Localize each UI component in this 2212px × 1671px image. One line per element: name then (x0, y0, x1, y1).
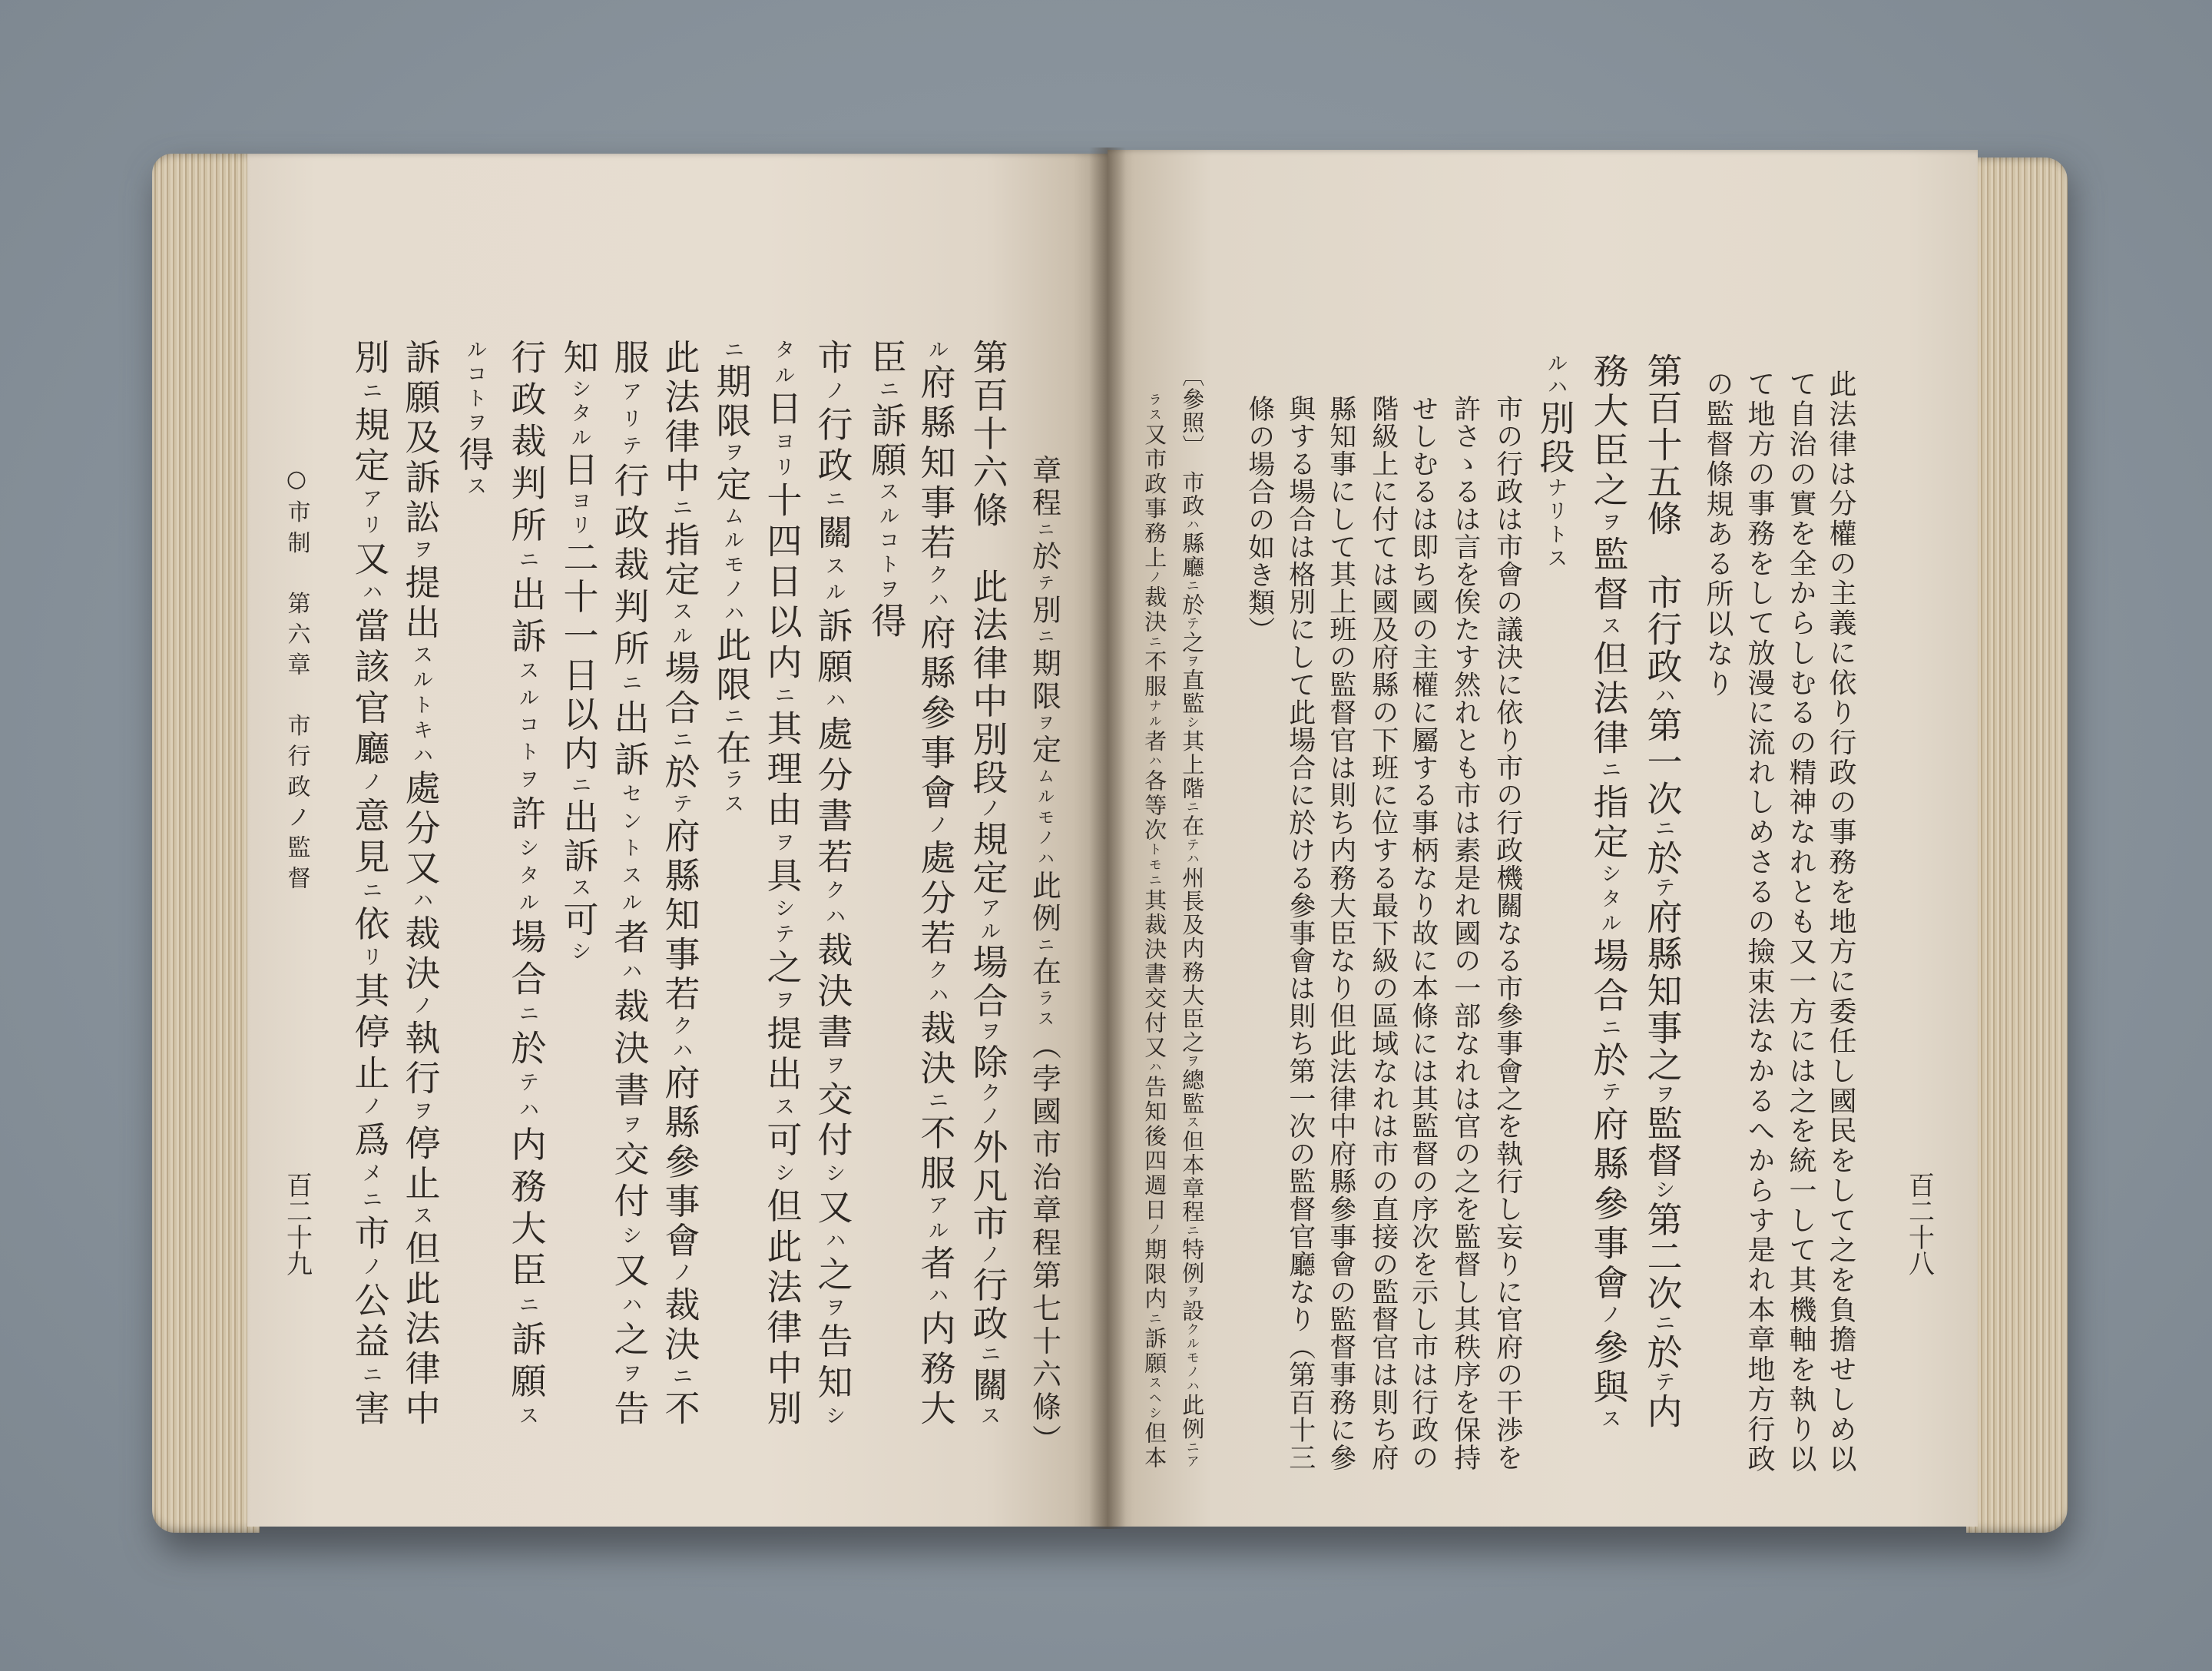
katakana-glyph: ヲ (1184, 1054, 1200, 1069)
katakana-glyph: ル (1035, 787, 1055, 809)
katakana-glyph: ス (1147, 407, 1163, 423)
katakana-glyph: ニ (1597, 758, 1621, 784)
katakana-glyph: テ (1184, 616, 1200, 631)
katakana-glyph: ヲ (1035, 713, 1055, 734)
katakana-glyph: シ (1184, 715, 1200, 730)
katakana-glyph: ヲ (409, 1099, 433, 1126)
katakana-glyph: ニ (515, 1002, 539, 1030)
katakana-glyph: ル (462, 339, 487, 363)
page-number: 百二十八 (1903, 1172, 1935, 1276)
katakana-glyph: ス (1035, 1010, 1055, 1031)
katakana-glyph: キ (409, 719, 433, 744)
katakana-glyph: メ (358, 1162, 382, 1189)
katakana-glyph: ニ (358, 1189, 382, 1215)
katakana-glyph: ハ (409, 744, 433, 770)
article-116-line: 行政裁判所ニ出訴スルコトヲ許シタル場合ニ於テハ内務大臣ニ訴願ス (505, 339, 548, 1425)
katakana-glyph: モ (720, 553, 744, 579)
katakana-glyph: ク (1184, 1322, 1200, 1337)
article-116-line: ニ期限ヲ定ムルモノハ此限ニ在ラス (710, 339, 753, 817)
intro-line: て自治の實を全からしむるの精神なれとも又一方には之を統一して其機軸を執り以 (1785, 370, 1816, 1472)
katakana-glyph: ニ (358, 380, 382, 406)
katakana-glyph: ル (875, 505, 899, 530)
katakana-glyph: ト (1543, 523, 1568, 548)
katakana-glyph: テ (1184, 837, 1200, 852)
article-116-line: 別ニ規定アリ又ハ當該官廳ノ意見ニ依リ其停止ノ爲メニ市ノ公益ニ害 (349, 339, 391, 1425)
katakana-glyph: ル (924, 339, 949, 364)
katakana-glyph: ヲ (875, 578, 899, 603)
katakana-glyph: ノ (358, 1095, 382, 1122)
katakana-glyph: ニ (924, 1089, 949, 1115)
katakana-glyph: ノ (1147, 1222, 1163, 1238)
katakana-glyph: ニ (1035, 520, 1055, 542)
commentary-line: 縣知事にして其上班の監督官は則ち内務大臣なり但此法律中府縣參事會の監督事務に參 (1325, 395, 1356, 1470)
katakana-glyph: ハ (821, 689, 846, 716)
katakana-glyph: ノ (976, 1243, 1001, 1267)
katakana-glyph: ニ (1184, 800, 1200, 814)
katakana-glyph: ハ (1651, 685, 1675, 708)
article-115-line: 第百十五條 市行政ハ第一次ニ於テ府縣知事之ヲ監督シ第二次ニ於テ内 (1641, 353, 1684, 1428)
katakana-glyph: テ (1651, 1371, 1675, 1394)
katakana-glyph: ス (668, 600, 693, 625)
katakana-glyph: ニ (358, 879, 382, 906)
katakana-glyph: ト (515, 741, 539, 768)
katakana-glyph: ノ (720, 578, 744, 603)
katakana-glyph: ス (1597, 1407, 1621, 1428)
katakana-glyph: リ (358, 946, 382, 973)
katakana-glyph: ル (976, 920, 1001, 944)
katakana-glyph: リ (358, 514, 382, 541)
right-fore-edge (1966, 157, 2068, 1533)
continued-note-line: 章程ニ於テ別ニ期限ヲ定ムルモノハ此例ニ在ラス（孛國市治章程第七十六條） (1027, 455, 1061, 1454)
katakana-glyph: ニ (668, 1364, 693, 1391)
katakana-glyph: ノ (358, 1255, 382, 1282)
katakana-glyph: ル (515, 891, 539, 919)
katakana-glyph: ニ (1035, 627, 1055, 648)
katakana-glyph: ノ (924, 814, 949, 840)
katakana-glyph: テ (618, 435, 642, 463)
article-116-line: 訴願及訴訟ヲ提出スルトキハ處分又ハ裁決ノ執行ヲ停止ス但此法律中 (399, 339, 442, 1425)
katakana-glyph: ニ (1147, 635, 1163, 650)
katakana-glyph: ハ (1035, 849, 1055, 870)
katakana-glyph: ア (358, 488, 382, 515)
katakana-glyph: ハ (720, 602, 744, 627)
article-115-line: 務大臣之ヲ監督ス但法律ニ指定シタル場合ニ於テ府縣參事會ノ參與ス (1588, 353, 1630, 1428)
katakana-glyph: ル (1597, 912, 1621, 937)
katakana-glyph: ヲ (462, 412, 487, 436)
katakana-glyph: ハ (1184, 851, 1200, 867)
katakana-glyph: ヲ (770, 989, 795, 1015)
katakana-glyph: ノ (1597, 1304, 1621, 1329)
katakana-glyph: ル (668, 625, 693, 650)
katakana-glyph: ニ (1184, 1440, 1200, 1455)
katakana-glyph: ル (924, 1219, 949, 1245)
katakana-glyph: ノ (976, 1105, 1001, 1129)
katakana-glyph: ム (720, 505, 744, 530)
katakana-glyph: ク (668, 1014, 693, 1040)
katakana-glyph: ト (875, 553, 899, 579)
katakana-glyph: ニ (567, 774, 591, 799)
katakana-glyph: ア (618, 380, 642, 408)
katakana-glyph: ス (770, 1096, 795, 1122)
katakana-glyph: ラ (1147, 393, 1163, 408)
katakana-glyph: ヲ (618, 1113, 642, 1141)
katakana-glyph: タ (567, 402, 591, 427)
katakana-glyph: シ (770, 897, 795, 923)
katakana-glyph: シ (821, 1162, 846, 1189)
katakana-glyph: テ (1597, 1080, 1621, 1106)
katakana-glyph: ニ (976, 1343, 1001, 1367)
katakana-glyph: ノ (976, 797, 1001, 821)
katakana-glyph: ハ (1147, 1059, 1163, 1076)
commentary-line: 市の行政は市會の議決に依り市の行政機關なる市參事會之を執行し妄りに官府の干渉を (1492, 395, 1523, 1470)
katakana-glyph: テ (515, 1071, 539, 1099)
katakana-glyph: ス (875, 480, 899, 506)
katakana-glyph: ニ (821, 488, 846, 515)
katakana-glyph: リ (770, 456, 795, 482)
katakana-glyph: ニ (1184, 579, 1200, 593)
katakana-glyph: タ (515, 864, 539, 892)
katakana-glyph: ム (1035, 767, 1055, 788)
commentary-line: 與する場合は格別にして此場合に於ける參事會は則ち第一次の監督官廳なり（第百十三 (1284, 395, 1316, 1470)
katakana-glyph: コ (462, 363, 487, 388)
katakana-glyph: ニ (1035, 935, 1055, 957)
katakana-glyph: ト (462, 387, 487, 413)
katakana-glyph: ル (1184, 1336, 1200, 1351)
right-page (1108, 150, 1978, 1527)
katakana-glyph: ス (720, 793, 744, 817)
article-116-line: 服アリテ行政裁判所ニ出訴セントスル者ハ裁決書ヲ交付シ又ハ之ヲ告 (608, 339, 651, 1425)
katakana-glyph: ス (1184, 1115, 1200, 1130)
katakana-glyph: ナ (1543, 476, 1568, 501)
katakana-glyph: シ (1651, 1179, 1675, 1202)
katakana-glyph: ス (409, 643, 433, 669)
katakana-glyph: リ (1543, 500, 1568, 524)
katakana-glyph: ト (409, 694, 433, 720)
katakana-glyph: モ (1147, 857, 1163, 874)
article-116-line: 知シタル日ヨリ二十一日以内ニ出訴ス可シ (558, 339, 600, 965)
article-116-line: 市ノ行政ニ關スル訴願ハ處分書若クハ裁決書ヲ交付シ又ハ之ヲ告知シ (812, 339, 854, 1425)
article-115-line: ルハ別段ナリトス (1534, 353, 1576, 572)
katakana-glyph: ス (462, 475, 487, 500)
katakana-glyph: ニ (720, 705, 744, 730)
katakana-glyph: ヲ (1597, 511, 1621, 536)
article-116-line: 臣ニ訴願スルコトヲ得 (866, 339, 908, 642)
spine-gutter (1089, 148, 1126, 1529)
katakana-glyph: ル (515, 686, 539, 714)
katakana-glyph: ハ (821, 905, 846, 932)
katakana-glyph: ハ (924, 984, 949, 1010)
katakana-glyph: シ (770, 1162, 795, 1188)
katakana-glyph: ト (1147, 842, 1163, 858)
katakana-glyph: シ (567, 940, 591, 965)
commentary-line: せしむるは即ち國の主權に屬する事柄なり故に本條には其監督の序次を示し市は行政の (1407, 395, 1439, 1470)
katakana-glyph: ニ (1597, 1016, 1621, 1042)
katakana-glyph: ニ (1147, 1311, 1163, 1327)
katakana-glyph: ハ (924, 1285, 949, 1310)
katakana-glyph: ス (618, 864, 642, 892)
katakana-glyph: ヲ (976, 1020, 1001, 1044)
katakana-glyph: ノ (358, 771, 382, 797)
left-page (247, 154, 1108, 1527)
katakana-glyph: ン (618, 810, 642, 837)
katakana-glyph: ハ (1184, 517, 1200, 532)
katakana-glyph: ハ (618, 960, 642, 988)
katakana-glyph: コ (515, 714, 539, 741)
commentary-line: 許さゝるは言を俟たす然れとも市は素是れ國の一部なれは官の之を監督し其秩序を保持 (1449, 395, 1481, 1470)
katakana-glyph: ヲ (1184, 654, 1200, 668)
katakana-glyph: ラ (1035, 989, 1055, 1010)
katakana-glyph: ア (924, 1194, 949, 1220)
katakana-glyph: ハ (358, 581, 382, 608)
katakana-glyph: ス (1147, 1375, 1163, 1391)
katakana-glyph: ス (515, 1404, 539, 1425)
katakana-glyph: ノ (821, 380, 846, 406)
katakana-glyph: ク (924, 563, 949, 589)
katakana-glyph: ア (1184, 1454, 1200, 1467)
katakana-glyph: タ (1597, 887, 1621, 913)
katakana-glyph: ル (618, 891, 642, 919)
katakana-glyph: ニ (720, 339, 744, 363)
katakana-glyph: ヲ (1184, 1285, 1200, 1299)
katakana-glyph: ハ (409, 889, 433, 915)
article-116-line: 此法律中ニ指定スル場合ニ於テ府縣知事若クハ府縣參事會ノ裁決ニ不 (659, 339, 701, 1425)
katakana-glyph: テ (770, 923, 795, 949)
katakana-glyph: ハ (1184, 1379, 1200, 1394)
katakana-glyph: ヨ (567, 490, 591, 515)
katakana-glyph: ヲ (409, 539, 433, 564)
katakana-glyph: ノ (1184, 1364, 1200, 1380)
katakana-glyph: ノ (1035, 828, 1055, 850)
katakana-glyph: ハ (924, 588, 949, 615)
commentary-line: 條の場合の如き類） (1243, 395, 1275, 644)
katakana-glyph: ト (618, 837, 642, 864)
katakana-glyph: ル (720, 529, 744, 554)
katakana-glyph: ル (409, 668, 433, 695)
katakana-glyph: ノ (1147, 570, 1163, 586)
katakana-glyph: ニ (770, 684, 795, 710)
article-116-line: 第百十六條 此法律中別段ノ規定アル場合ヲ除クノ外凡市ノ行政ニ關ス (967, 339, 1009, 1425)
reference-line: ラス又市政事務上ノ裁決ニ不服ナル者ハ各等次トモニ其裁決書交付又ハ告知後四週日ノ期限内ニ訴願スヘシ但本 (1141, 393, 1168, 1468)
katakana-glyph: ク (976, 1082, 1001, 1106)
katakana-glyph: ニ (515, 549, 539, 576)
katakana-glyph: テ (1651, 876, 1675, 899)
page-number: 百二十九 (281, 1172, 313, 1276)
katakana-glyph: シ (618, 1224, 642, 1252)
left-fore-edge (152, 154, 260, 1533)
katakana-glyph: モ (1035, 808, 1055, 829)
katakana-glyph: ヲ (770, 831, 795, 857)
katakana-glyph: ク (924, 959, 949, 985)
katakana-glyph: ル (567, 426, 591, 452)
katakana-glyph: リ (618, 407, 642, 436)
katakana-glyph: ハ (821, 1229, 846, 1256)
article-116-line: タル日ヨリ十四日以内ニ其理由ヲ具シテ之ヲ提出ス可シ但此法律中別 (761, 339, 803, 1425)
katakana-glyph: シ (515, 837, 539, 864)
running-footer: ○市制 第六章 市行政ノ監督 (283, 466, 310, 889)
katakana-glyph: ニ (1184, 1223, 1200, 1238)
commentary-line: 階級上に付ては國及府縣の下班に位する最下級の區域なれは市の直接の監督官は則ち府 (1367, 395, 1399, 1470)
katakana-glyph: タ (770, 339, 795, 365)
katakana-glyph: ル (1543, 353, 1568, 376)
katakana-glyph: ニ (668, 496, 693, 522)
katakana-glyph: ハ (1543, 376, 1568, 400)
katakana-glyph: ル (1147, 714, 1163, 730)
katakana-glyph: ス (1543, 547, 1568, 572)
katakana-glyph: シ (1147, 1406, 1163, 1422)
katakana-glyph: ス (1597, 615, 1621, 640)
katakana-glyph: ヲ (618, 1362, 642, 1391)
katakana-glyph: ヲ (821, 1054, 846, 1081)
katakana-glyph: シ (567, 378, 591, 403)
katakana-glyph: ヘ (1147, 1391, 1163, 1407)
katakana-glyph: テ (1035, 574, 1055, 595)
article-116-line: ル府縣知事若クハ府縣參事會ノ處分若クハ裁決ニ不服アル者ハ内務大 (915, 339, 957, 1425)
katakana-glyph: ノ (668, 1262, 693, 1287)
katakana-glyph: ヲ (1651, 1083, 1675, 1106)
reference-line: 〔參照〕 市政ハ縣廳ニ於テ之ヲ直監シ其上階ニ在テハ州長及内務大臣之ヲ總監ス但本章程ニ特例ヲ設クルモノハ此例ニア (1179, 364, 1206, 1467)
katakana-glyph: ニ (515, 1293, 539, 1321)
katakana-glyph: ニ (1651, 817, 1675, 840)
intro-line: て地方の事務をして放漫に流れしめさるの撿束法なかるへからす是れ本章地方行政 (1743, 370, 1775, 1472)
intro-line: の監督條規ある所以なり (1702, 370, 1734, 699)
katakana-glyph: ニ (875, 378, 899, 403)
katakana-glyph: ニ (1651, 1311, 1675, 1334)
katakana-glyph: ハ (1147, 754, 1163, 770)
katakana-glyph: ス (567, 877, 591, 901)
katakana-glyph: ヲ (515, 768, 539, 796)
katakana-glyph: ス (515, 659, 539, 687)
katakana-glyph: ヲ (821, 1296, 846, 1323)
katakana-glyph: ハ (618, 1293, 642, 1321)
katakana-glyph: ニ (618, 671, 642, 699)
katakana-glyph: ル (770, 364, 795, 390)
katakana-glyph: ハ (668, 1039, 693, 1065)
article-116-line: ルコトヲ得ス (453, 339, 495, 500)
katakana-glyph: ニ (668, 728, 693, 754)
katakana-glyph: ス (409, 1205, 433, 1230)
katakana-glyph: ニ (1147, 873, 1163, 889)
katakana-glyph: ナ (1147, 698, 1163, 714)
katakana-glyph: ヲ (720, 441, 744, 466)
katakana-glyph: ヨ (770, 430, 795, 456)
katakana-glyph: ル (821, 581, 846, 608)
katakana-glyph: テ (668, 792, 693, 817)
katakana-glyph: ノ (409, 994, 433, 1020)
intro-line: 此法律は分權の主義に依り行政の事務を地方に委任し國民をして之を負擔せしめ以 (1825, 370, 1856, 1472)
katakana-glyph: シ (1597, 863, 1621, 888)
katakana-glyph: モ (1184, 1351, 1200, 1365)
katakana-glyph: セ (618, 783, 642, 811)
katakana-glyph: コ (875, 529, 899, 554)
katakana-glyph: ハ (515, 1099, 539, 1126)
katakana-glyph: ア (976, 897, 1001, 921)
katakana-glyph: シ (821, 1404, 846, 1425)
katakana-glyph: ス (821, 555, 846, 582)
katakana-glyph: リ (567, 514, 591, 539)
katakana-glyph: ス (976, 1404, 1001, 1425)
katakana-glyph: ク (821, 879, 846, 906)
katakana-glyph: ラ (720, 768, 744, 794)
katakana-glyph: ニ (358, 1364, 382, 1391)
